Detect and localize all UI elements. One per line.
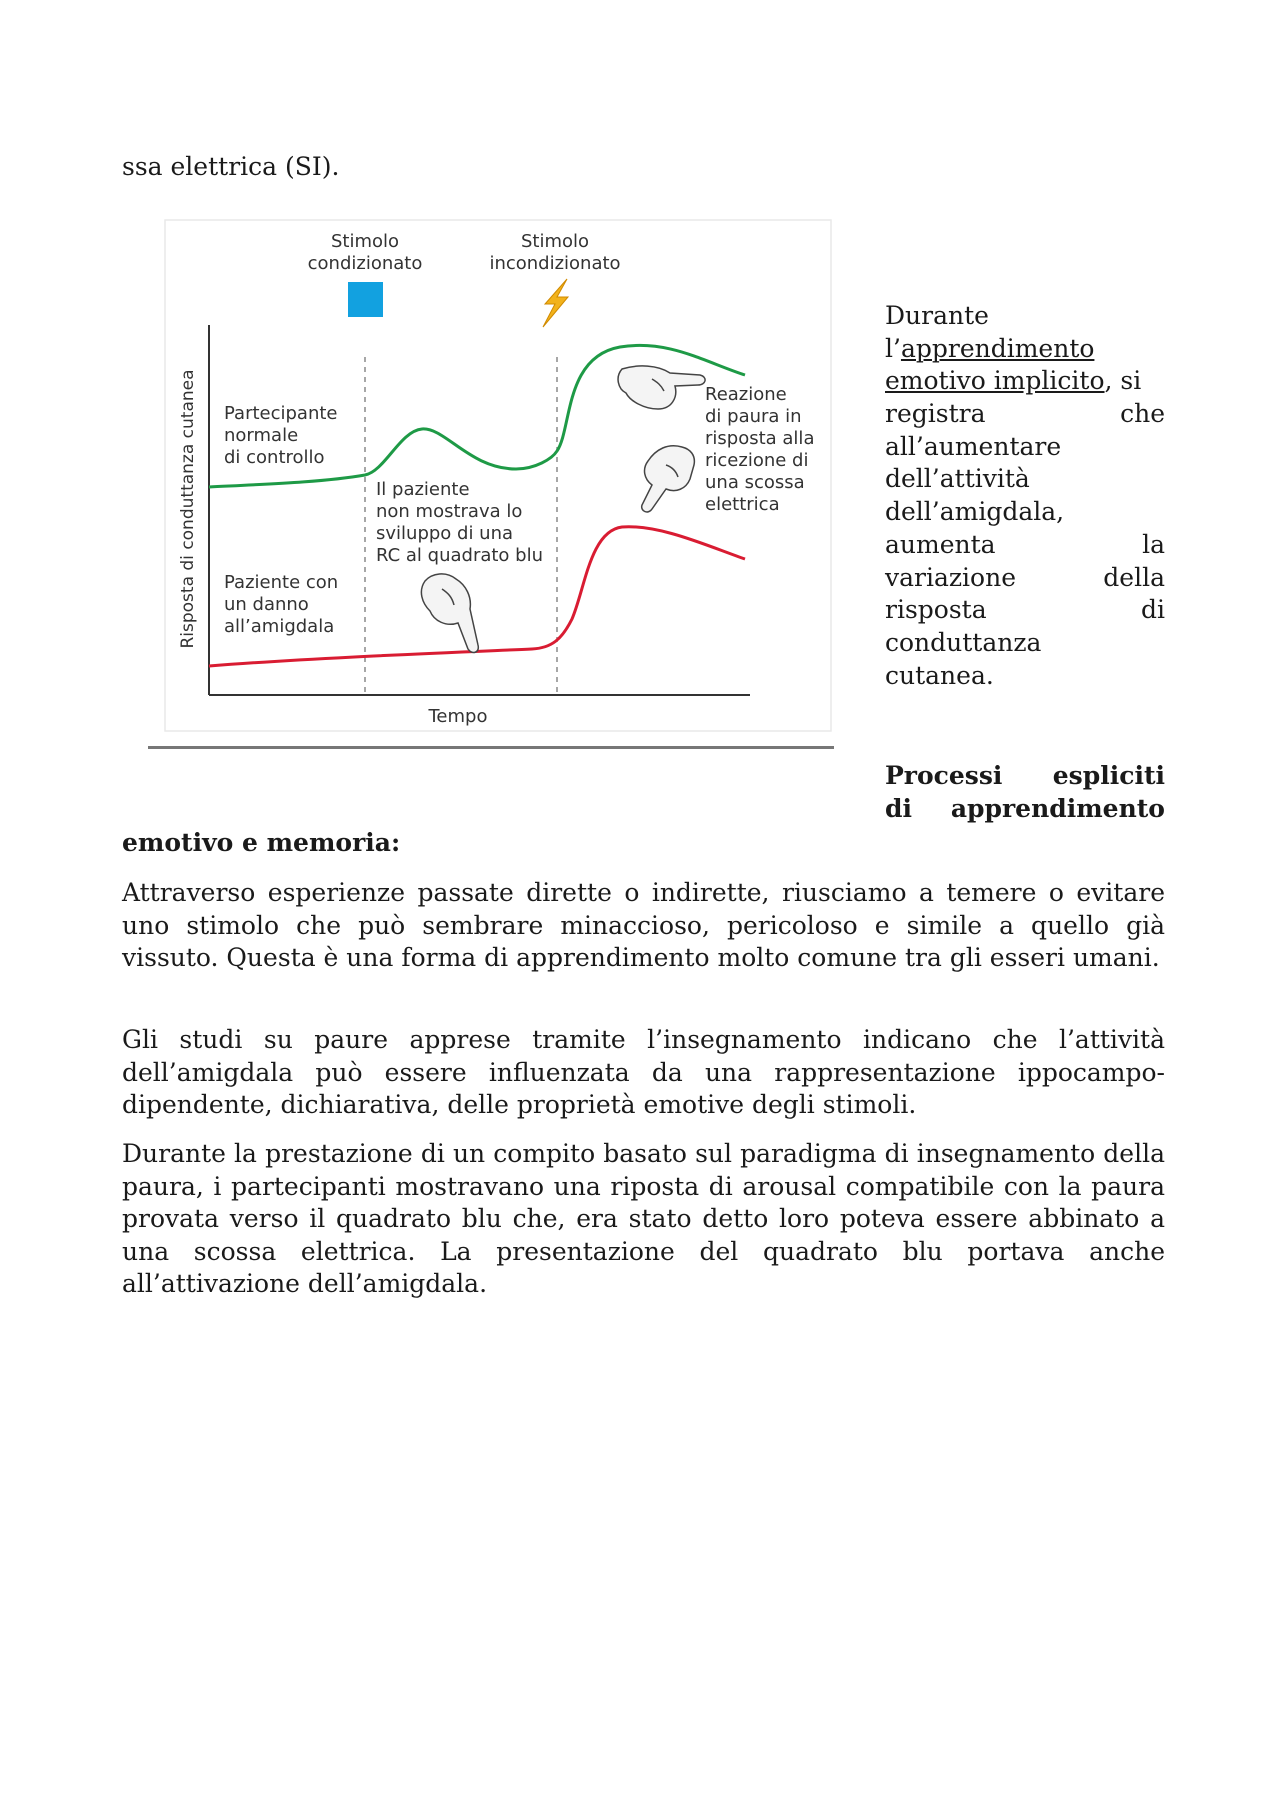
us-label-1: Stimolo <box>520 231 590 252</box>
side-line: Durante <box>885 301 989 330</box>
side-line: registra che <box>885 399 1165 429</box>
side-line: l’apprendimento <box>885 333 1095 363</box>
fear-label-6: elettrica <box>705 494 780 515</box>
side-line: emotivo implicito, si <box>885 366 1142 396</box>
fear-label-5: una scossa <box>705 472 805 493</box>
paragraph-3: Durante la prestazione di un compito basato sul paradigma di insegnamento della paura, i partecipanti mostravano una riposta di arousal compatibile con la paura provata verso il quadrato blu che, era stato detto loro poteva essere abbinato a una scossa elettrica. La presentazione del quadrato blu portava anche all’attivazione dell’amigdala. <box>122 1139 1165 1298</box>
side-line: risposta di <box>885 595 1165 625</box>
note-label-1: Il paziente <box>376 479 470 500</box>
section-heading <box>885 760 1165 825</box>
note-label-2: non mostrava lo <box>376 501 523 522</box>
top-line: ssa elettrica (SI). <box>122 152 340 181</box>
paragraph-1: Attraverso esperienze passate dirette o indirette, riusciamo a temere o evitare uno stimolo che può sembrare minaccioso, pericoloso e simile a quello già vissuto. Questa è una forma di apprendimento molto comune tra gli esseri umani. <box>122 878 1165 972</box>
cs-label-1: Stimolo <box>330 231 400 252</box>
fear-label-4: ricezione di <box>705 450 809 471</box>
side-line: variazione della <box>885 562 1165 592</box>
side-line: aumenta la <box>885 529 1165 559</box>
paragraph-2: Gli studi su paure apprese tramite l’insegnamento indicano che l’attività dell’amigdala può essere influenzata da una rappresentazione ippocampo-dipendente, dichiarativa, delle proprietà emotive degli stimoli. <box>122 1025 1165 1119</box>
y-axis-label: Risposta di conduttanza cutanea <box>178 369 198 649</box>
patient-label-2: un danno <box>224 594 309 615</box>
heading-line: Processi espliciti <box>885 761 1165 790</box>
side-line: dell’attività <box>885 464 1030 494</box>
side-underline: emotivo implicito <box>885 366 1105 396</box>
note-label-4: RC al quadrato blu <box>376 545 544 566</box>
fear-label-3: risposta alla <box>705 428 815 449</box>
patient-label-1: Paziente con <box>224 572 339 593</box>
note-label-3: sviluppo di una <box>376 523 514 544</box>
control-label-2: normale <box>224 425 299 446</box>
side-underline: apprendimento <box>900 333 1095 363</box>
figure-divider <box>148 746 834 749</box>
control-label-3: di controllo <box>224 447 325 468</box>
patient-label-3: all’amigdala <box>224 616 335 637</box>
skin-conductance-figure <box>160 209 840 741</box>
x-axis-label: Tempo <box>428 706 488 727</box>
blue-square-stimulus <box>348 282 383 317</box>
control-label-1: Partecipante <box>224 403 338 424</box>
side-paragraph <box>885 300 1165 692</box>
fear-label-2: di paura in <box>705 406 802 427</box>
section-heading-tail: emotivo e memoria: <box>122 828 401 857</box>
side-line: cutanea. <box>885 660 994 690</box>
side-line: dell’amigdala, <box>885 497 1065 527</box>
heading-line: di apprendimento <box>885 793 1165 823</box>
side-line: all’aumentare <box>885 431 1062 461</box>
cs-label-2: condizionato <box>307 253 423 274</box>
fear-label-1: Reazione <box>705 384 787 405</box>
side-line: conduttanza <box>885 627 1042 657</box>
us-label-2: incondizionato <box>489 253 621 274</box>
